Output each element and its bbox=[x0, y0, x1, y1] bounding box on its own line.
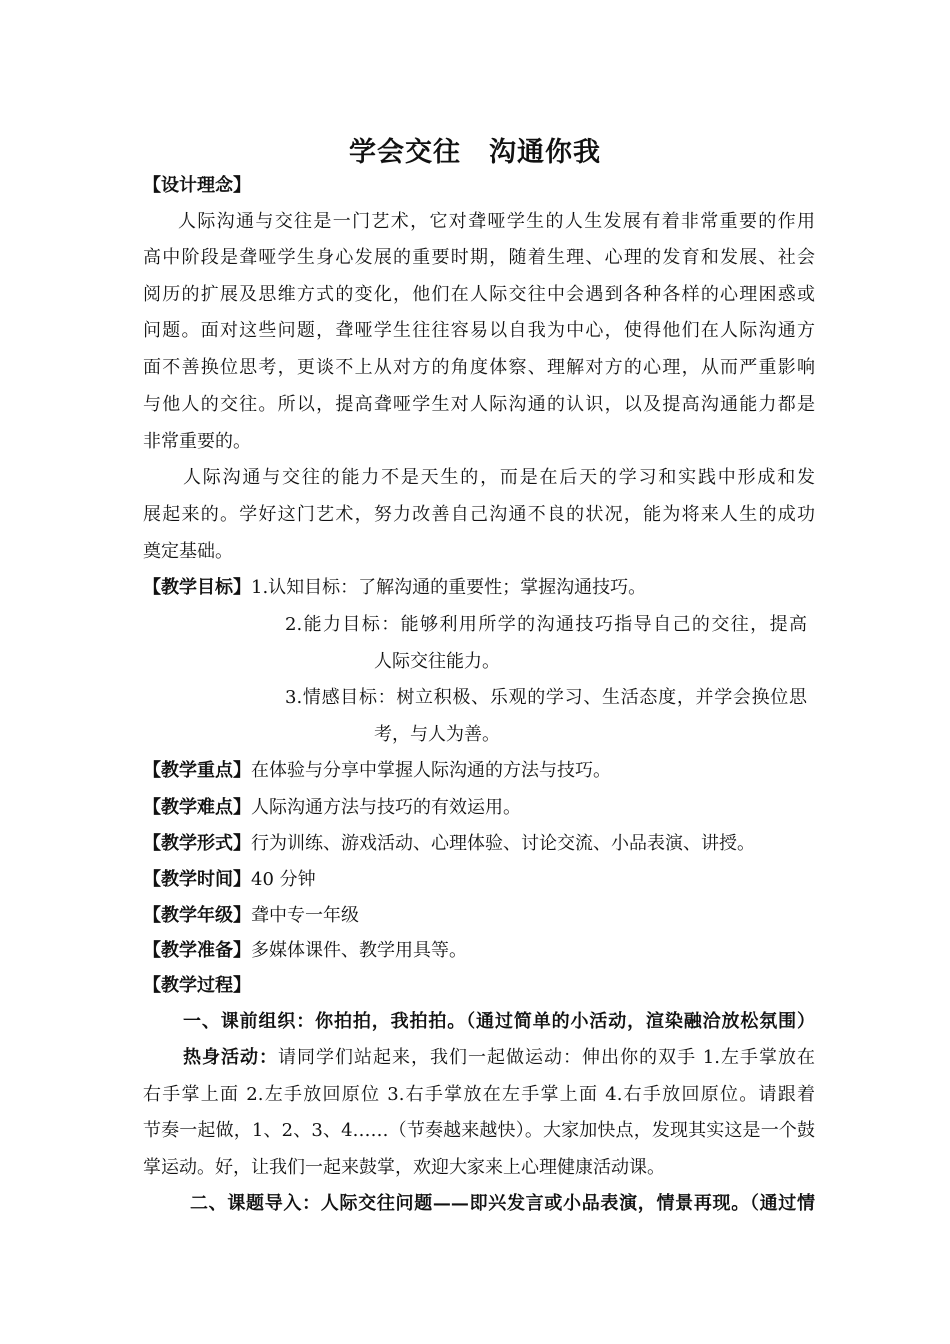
design-p1-line: 非常重要的。 bbox=[143, 431, 251, 452]
time-text: 40 分钟 bbox=[251, 869, 316, 890]
prep-row bbox=[143, 938, 815, 964]
form-text: 行为训练、游戏活动、心理体验、讨论交流、小品表演、讲授。 bbox=[251, 833, 755, 854]
prep-heading: 【教学准备】 bbox=[143, 940, 251, 961]
warmup-line: 右手掌上面 2.左手放回原位 3.右手掌放在左手掌上面 4.右手放回原位。请跟着 bbox=[143, 1084, 815, 1105]
key-heading: 【教学重点】 bbox=[143, 760, 251, 781]
design-p1-line: 与他人的交往。所以，提高聋哑学生对人际沟通的认识，以及提高沟通能力都是 bbox=[143, 394, 815, 415]
goal-3-line: 3.情感目标：树立积极、乐观的学习、生活态度，并学会换位思 bbox=[285, 687, 807, 708]
grade-heading: 【教学年级】 bbox=[143, 905, 251, 926]
design-p1-line: 阅历的扩展及思维方式的变化，他们在人际交往中会遇到各种各样的心理困惑或 bbox=[143, 284, 815, 305]
design-heading: 【设计理念】 bbox=[143, 175, 251, 196]
grade-row bbox=[143, 903, 815, 929]
warmup-text: 请同学们站起来，我们一起做运动：伸出你的双手 1.左手掌放在 bbox=[278, 1047, 815, 1068]
process-heading: 【教学过程】 bbox=[143, 975, 251, 996]
design-p1-line: 人际沟通与交往是一门艺术，它对聋哑学生的人生发展有着非常重要的作用 bbox=[178, 211, 815, 232]
warmup-line: 掌运动。好，让我们一起来鼓掌，欢迎大家来上心理健康活动课。 bbox=[143, 1157, 665, 1178]
design-p1-line: 问题。面对这些问题，聋哑学生往往容易以自我为中心，使得他们在人际沟通方 bbox=[143, 320, 815, 341]
key-row bbox=[143, 758, 815, 784]
step-1-heading: 一、课前组织：你拍拍，我拍拍。（通过简单的小活动，渲染融洽放松氛围） bbox=[183, 1011, 815, 1032]
design-p2-line: 人际沟通与交往的能力不是天生的，而是在后天的学习和实践中形成和发 bbox=[183, 467, 815, 488]
page-title: 学会交往 沟通你我 bbox=[349, 137, 601, 168]
form-row bbox=[143, 831, 815, 857]
form-heading: 【教学形式】 bbox=[143, 833, 251, 854]
warmup-label: 热身活动： bbox=[183, 1047, 279, 1068]
goal-2-line: 2.能力目标：能够利用所学的沟通技巧指导自己的交往，提高 bbox=[285, 614, 807, 635]
step-2-heading: 二、课题导入：人际交往问题——即兴发言或小品表演，情景再现。（通过情 bbox=[190, 1193, 815, 1214]
design-p2-line: 展起来的。学好这门艺术，努力改善自己沟通不良的状况，能为将来人生的成功 bbox=[143, 504, 815, 525]
design-p1-line: 面不善换位思考，更谈不上从对方的角度体察、理解对方的心理，从而严重影响 bbox=[143, 357, 815, 378]
goal-2-line: 人际交往能力。 bbox=[374, 651, 500, 672]
prep-text: 多媒体课件、教学用具等。 bbox=[251, 940, 467, 961]
goals-heading: 【教学目标】 bbox=[143, 577, 251, 598]
design-p1-line: 高中阶段是聋哑学生身心发展的重要时期，随着生理、心理的发育和发展、社会 bbox=[143, 247, 815, 268]
goal-3-line: 考，与人为善。 bbox=[374, 724, 500, 745]
difficulty-row bbox=[143, 795, 815, 821]
difficulty-text: 人际沟通方法与技巧的有效运用。 bbox=[251, 797, 521, 818]
grade-text: 聋中专一年级 bbox=[251, 905, 359, 926]
goals-row bbox=[143, 575, 815, 601]
goal-1: 1.认知目标：了解沟通的重要性；掌握沟通技巧。 bbox=[251, 577, 647, 598]
time-row bbox=[143, 867, 815, 893]
design-p2-line: 奠定基础。 bbox=[143, 541, 233, 562]
difficulty-heading: 【教学难点】 bbox=[143, 797, 251, 818]
time-heading: 【教学时间】 bbox=[143, 869, 251, 890]
warmup-first-line bbox=[183, 1045, 815, 1071]
warmup-line: 节奏一起做，1、2、3、4……（节奏越来越快）。大家加快点，发现其实这是一个鼓 bbox=[143, 1120, 815, 1141]
key-text: 在体验与分享中掌握人际沟通的方法与技巧。 bbox=[251, 760, 611, 781]
